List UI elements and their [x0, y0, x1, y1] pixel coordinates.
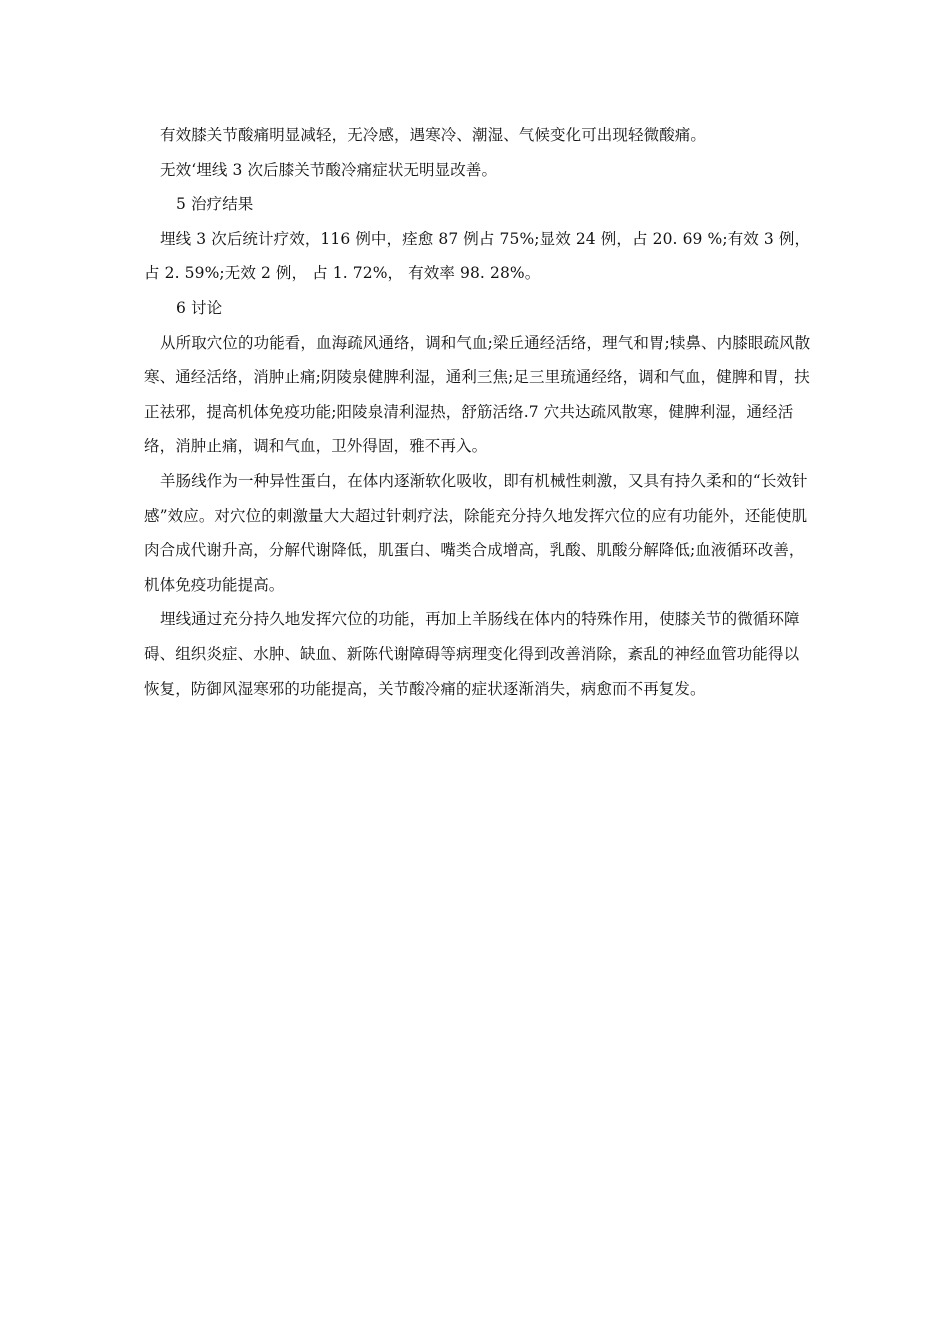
section-heading-discussion: 6 讨论	[176, 298, 223, 317]
paragraph-catgut: 羊肠线作为一种异性蛋白，在体内逐渐软化吸收，即有机械性刺激，又具有持久柔和的“长效针感”效应。对穴位的刺激量大大超过针刺疗法，除能充分持久地发挥穴位的应有功能外，还能使肌肉合成代谢升高，分解代谢降低，肌蛋白、嘴类合成增高，乳酸、肌酸分解降低;血液循环改善，机体免疫功能提高。	[144, 471, 808, 594]
paragraph-conclusion: 埋线通过充分持久地发挥穴位的功能，再加上羊肠线在体内的特殊作用，使膝关节的微循环障碍、组织炎症、水肿、缺血、新陈代谢障碍等病理变化得到改善消除，紊乱的神经血管功能得以恢复，防御风湿寒邪的功能提高，关节酸冷痛的症状逐渐消失，病愈而不再复发。	[144, 610, 800, 698]
section-heading-results: 5 治疗结果	[176, 195, 254, 214]
paragraph-acupoints: 从所取穴位的功能看，血海疏风通络，调和气血;梁丘通经活络，理气和胃;犊鼻、内膝眼疏风散寒、通经活络，消肿止痛;阴陵泉健脾利湿，通利三焦;足三里琉通经络，调和气血，健脾和胃，扶正祛邪，提高机体免疫功能;阳陵泉清利湿热，舒筋活络.7 穴共达疏风散寒，健脾利湿，通经活络，消肿止痛，调和气血，卫外得固，雅不再入。	[144, 333, 811, 456]
paragraph-effective: 有效膝关节酸痛明显减轻，无冷感，遇寒冷、潮湿、气候变化可出现轻微酸痛。	[160, 126, 707, 144]
paragraph-ineffective: 无效‘埋线 3 次后膝关节酸冷痛症状无明显改善。	[160, 160, 498, 179]
document-body	[144, 118, 814, 706]
paragraph-results: 埋线 3 次后统计疗效，116 例中，痊愈 87 例占 75%;显效 24 例，占 20. 69 %;有效 3 例，占 2. 59%;无效 2 例， 占 1. 72%， 有效率 98. 28%。	[144, 229, 811, 283]
